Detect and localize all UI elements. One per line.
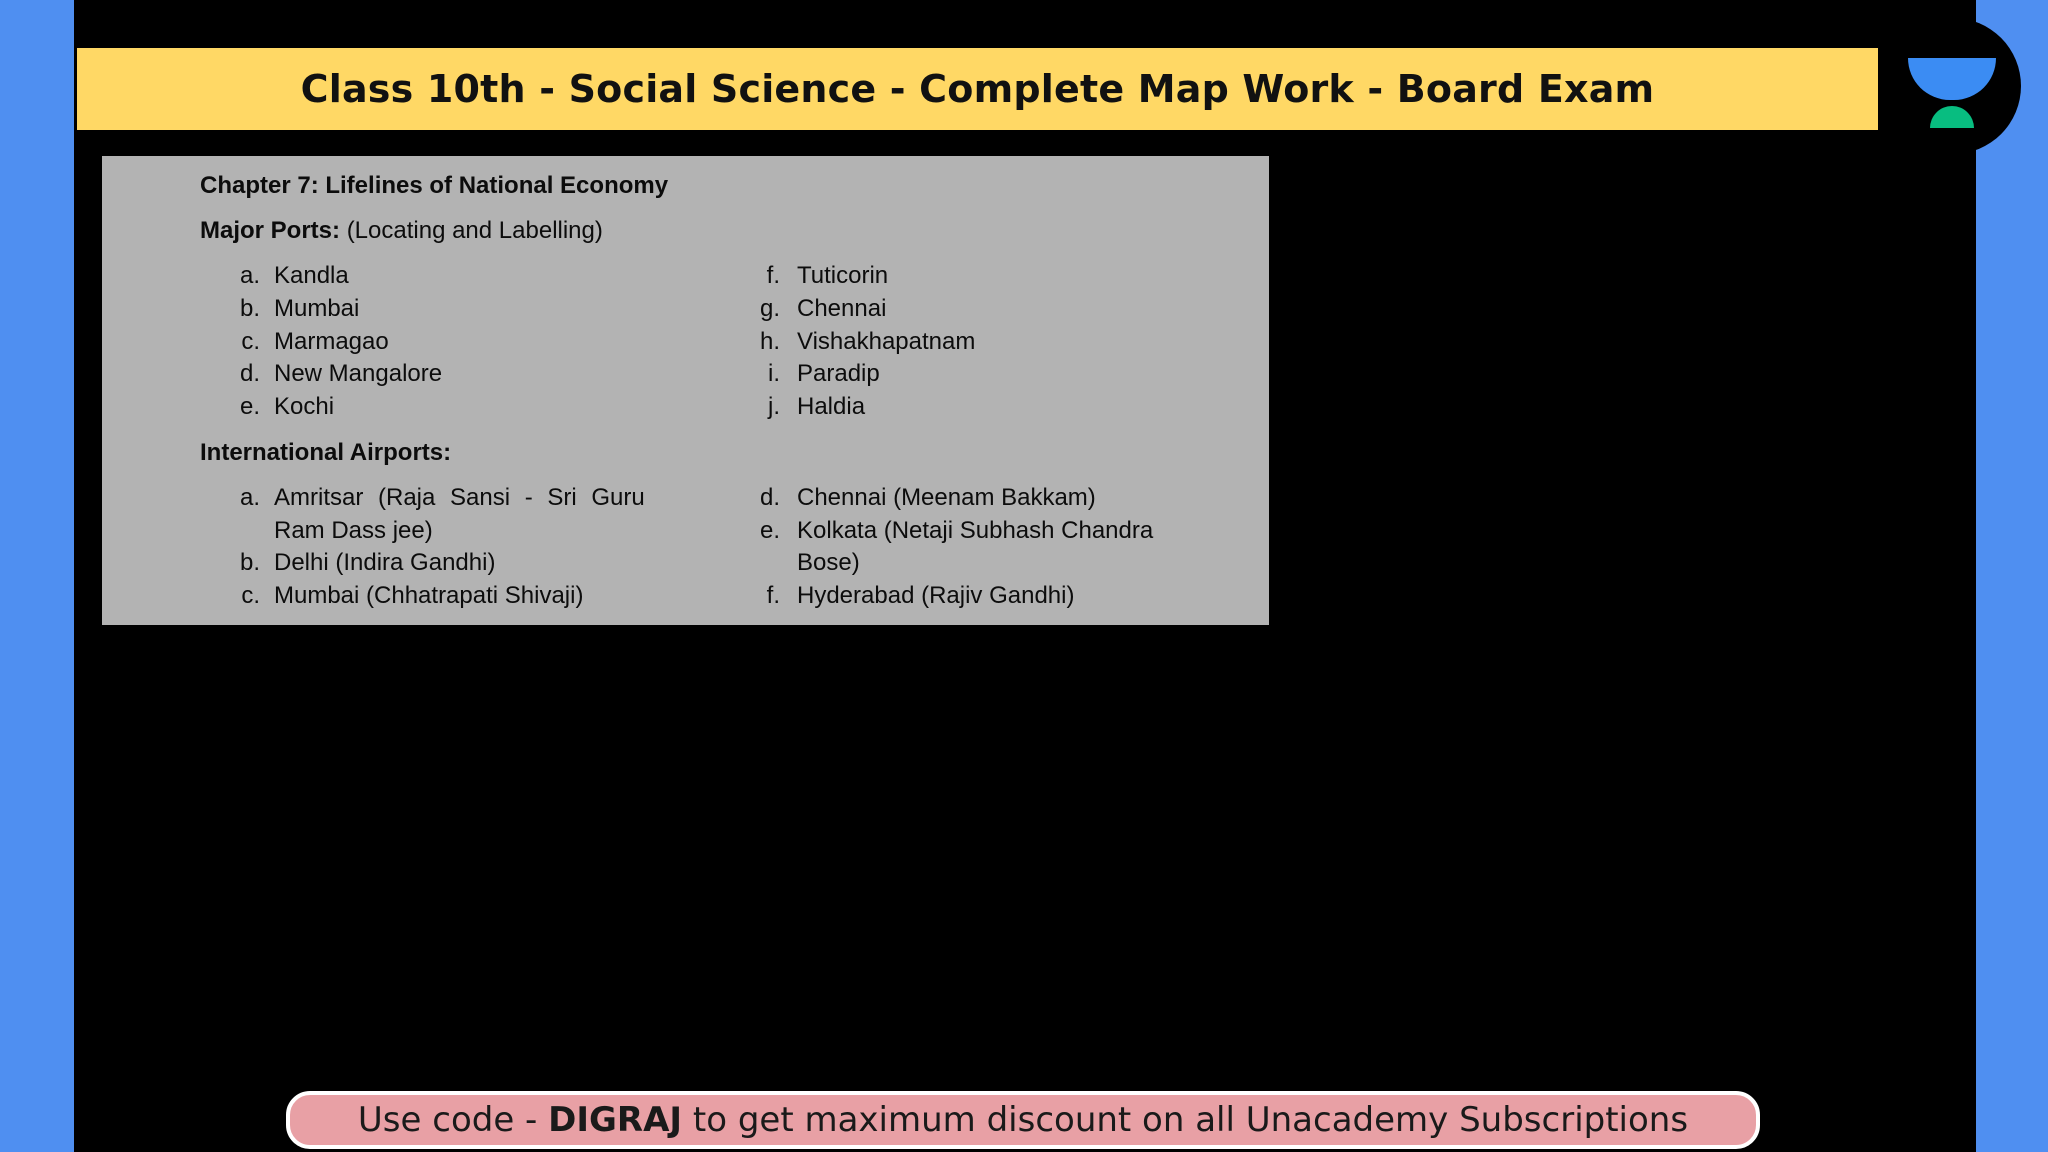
ports-heading: Major Ports: — [200, 217, 341, 244]
list-item-continuation: Ram Dass jee) — [274, 517, 433, 544]
list-item: Kochi — [274, 393, 335, 420]
list-item-letter: d. — [759, 484, 780, 511]
list-item: Paradip — [797, 360, 880, 387]
list-item-letter: h. — [759, 328, 780, 355]
ports-subheading: (Locating and Labelling) — [346, 217, 603, 244]
list-item: Tuticorin — [797, 262, 889, 289]
list-item-letter: c. — [241, 328, 260, 355]
list-item: New Mangalore — [274, 360, 443, 387]
promo-suffix: to get maximum discount on all Unacademy Subscriptions — [682, 1100, 1689, 1140]
list-item-letter: f. — [766, 582, 780, 609]
list-item-letter: e. — [759, 517, 780, 544]
list-item-letter: b. — [239, 549, 260, 576]
list-item-letter: j. — [768, 393, 780, 420]
list-item-letter: d. — [239, 360, 260, 387]
list-item-continuation: Bose) — [797, 549, 860, 576]
ports-heading-line — [200, 216, 603, 246]
airports-heading: International Airports: — [200, 439, 452, 466]
left-frame-bar — [0, 0, 74, 1152]
page-title: Class 10th - Social Science - Complete Map Work - Board Exam — [300, 67, 1655, 111]
list-item-letter: e. — [239, 393, 260, 420]
list-item: Kolkata (Netaji Subhash Chandra — [797, 517, 1154, 544]
list-item: Kandla — [274, 262, 349, 289]
list-item-letter: b. — [239, 295, 260, 322]
chapter-heading: Chapter 7: Lifelines of National Economy — [200, 172, 669, 199]
list-item: Amritsar (Raja Sansi - Sri Guru — [274, 484, 645, 511]
list-item: Hyderabad (Rajiv Gandhi) — [797, 582, 1075, 609]
list-item-letter: i. — [768, 360, 780, 387]
list-item-letter: g. — [759, 295, 780, 322]
list-item: Mumbai — [274, 295, 360, 322]
right-frame-bar — [1976, 0, 2048, 1152]
list-item-letter: f. — [766, 262, 780, 289]
list-item: Mumbai (Chhatrapati Shivaji) — [274, 582, 584, 609]
list-item: Chennai — [797, 295, 887, 322]
list-item-letter: c. — [241, 582, 260, 609]
list-item-letter: a. — [239, 262, 260, 289]
list-item: Delhi (Indira Gandhi) — [274, 549, 496, 576]
promo-banner — [286, 1091, 1760, 1149]
promo-prefix: Use code - — [357, 1100, 549, 1140]
title-banner — [77, 48, 1878, 130]
list-item: Chennai (Meenam Bakkam) — [797, 484, 1096, 511]
promo-code: DIGRAJ — [548, 1100, 683, 1140]
list-item: Marmagao — [274, 328, 389, 355]
list-item: Haldia — [797, 393, 866, 420]
content-panel — [102, 156, 1269, 625]
list-item: Vishakhapatnam — [797, 328, 976, 355]
list-item-letter: a. — [239, 484, 260, 511]
